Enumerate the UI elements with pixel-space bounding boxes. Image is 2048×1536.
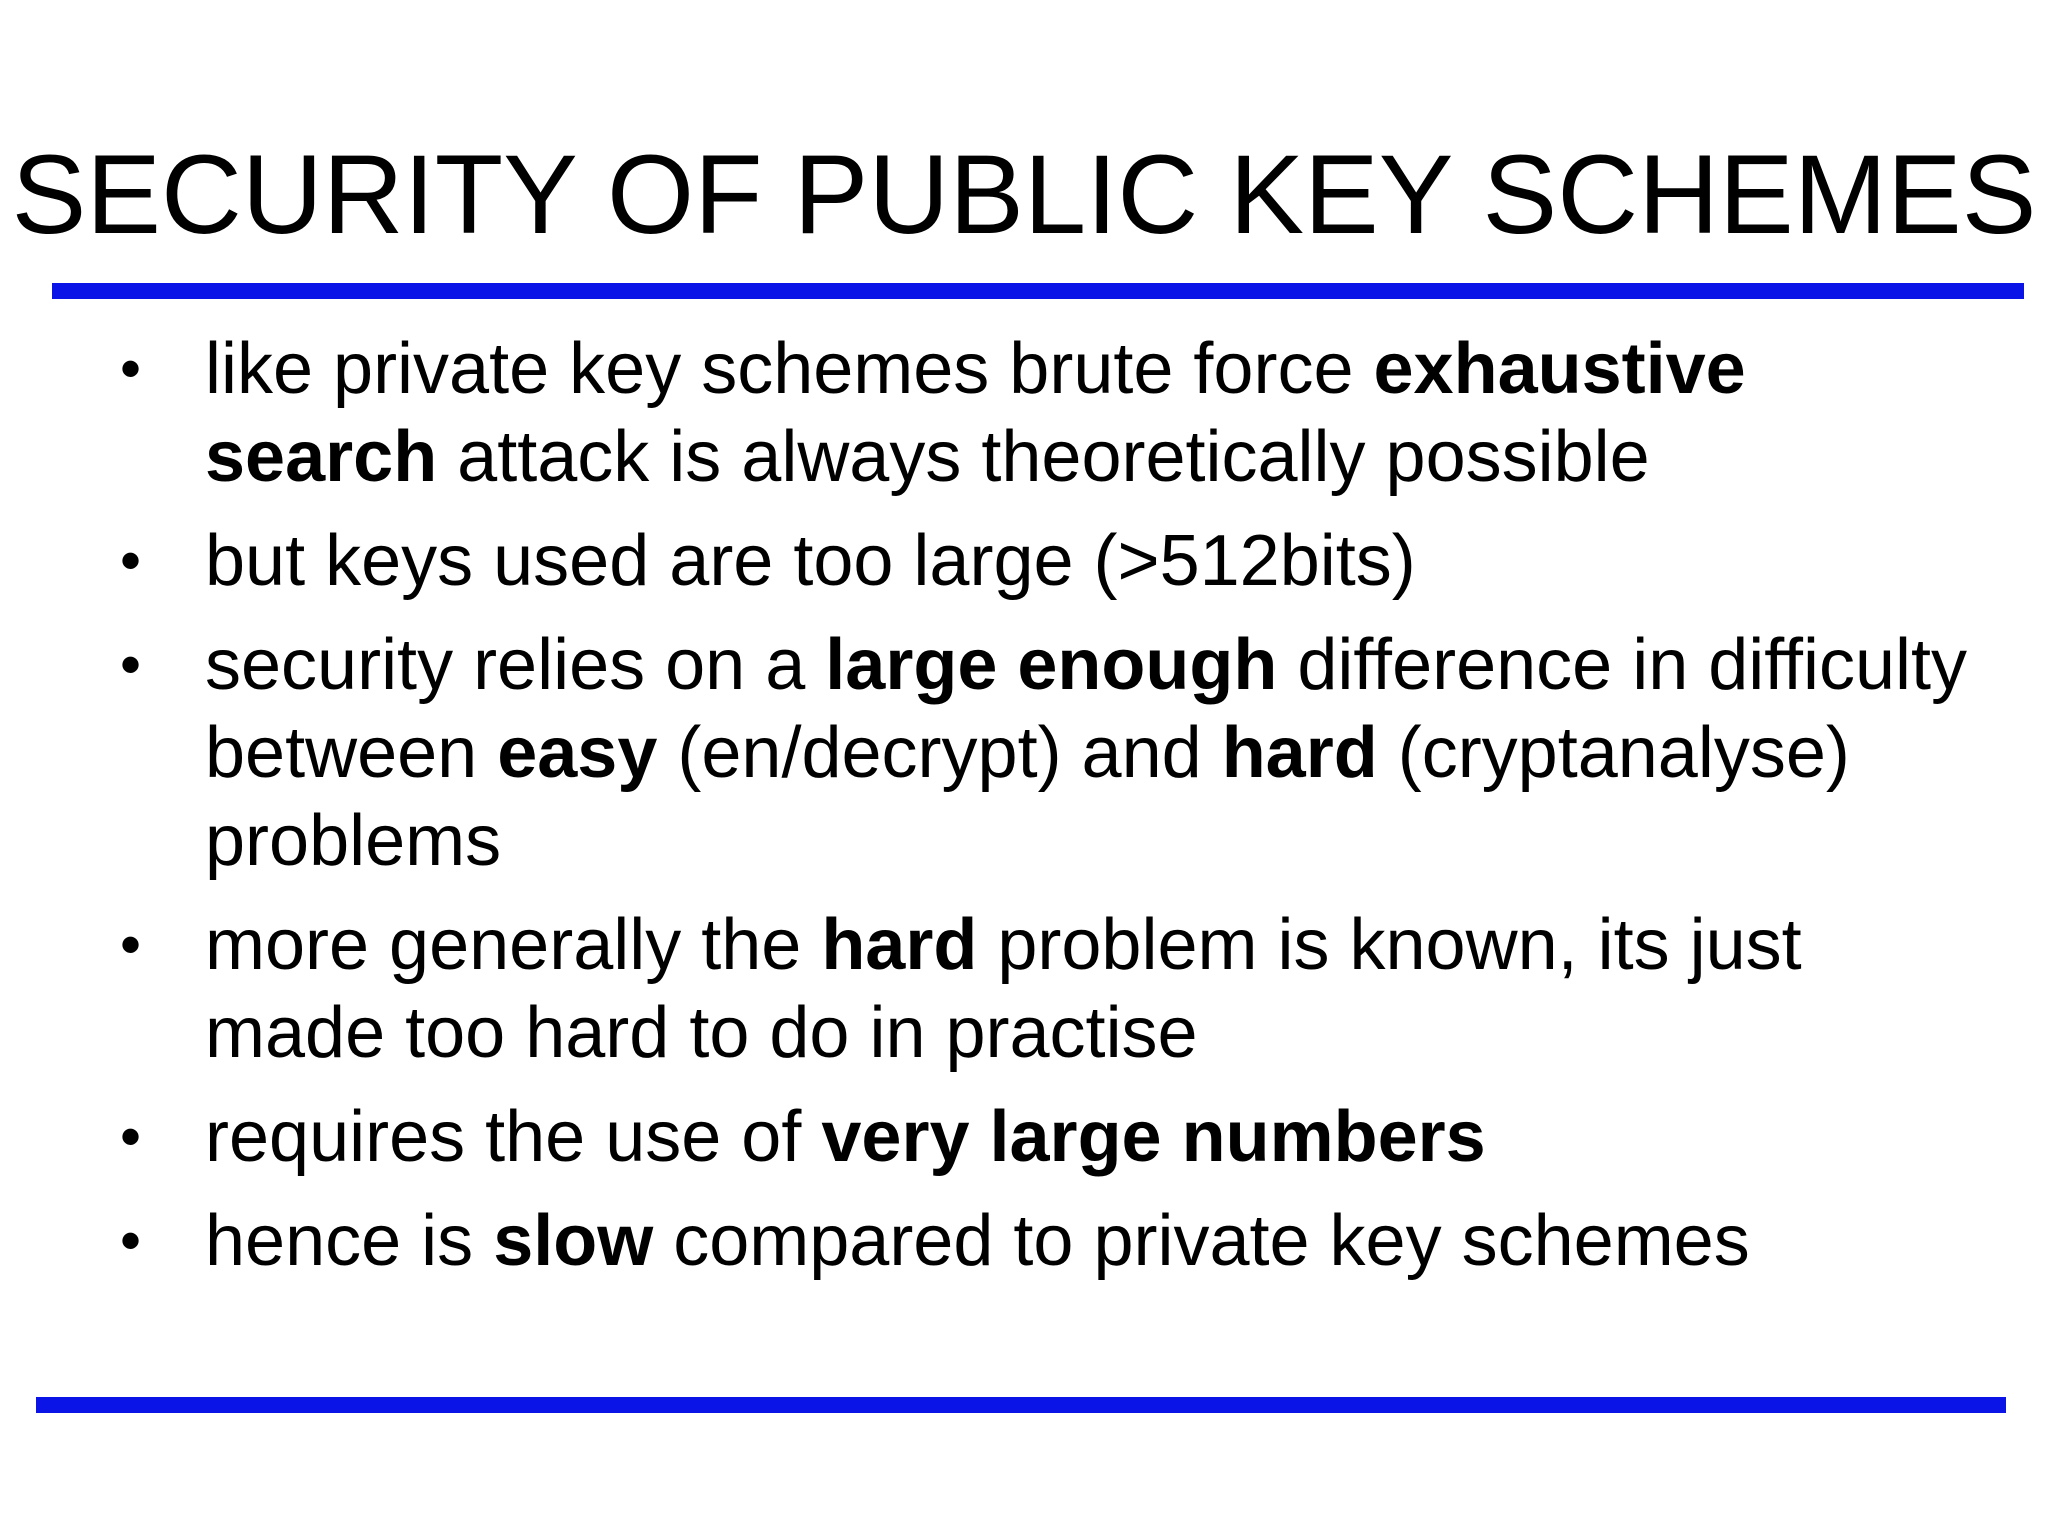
bullet-segment-bold: easy bbox=[497, 713, 658, 793]
bullet-dot-icon: • bbox=[120, 631, 142, 698]
bullet-item bbox=[0, 517, 2048, 605]
bullet-segment: like private key schemes brute force bbox=[205, 329, 1374, 409]
bullet-segment: difference in difficulty between bbox=[205, 625, 1968, 793]
bullet-segment-bold: very large numbers bbox=[821, 1097, 1486, 1177]
bullet-item bbox=[0, 901, 2048, 1077]
bullet-segment: compared to private key schemes bbox=[653, 1201, 1750, 1281]
bullet-text bbox=[205, 905, 1802, 1073]
bullet-segment: (cryptanalyse) problems bbox=[205, 713, 1850, 881]
bullet-segment-bold: slow bbox=[493, 1201, 654, 1281]
bullet-segment-bold: large enough bbox=[825, 625, 1278, 705]
bullet-segment-bold: hard bbox=[1221, 713, 1378, 793]
bullet-segment-bold: exhaustive search bbox=[205, 329, 1746, 497]
title-divider-top bbox=[52, 283, 2024, 299]
bullet-item bbox=[0, 1197, 2048, 1285]
bullet-dot-icon: • bbox=[120, 527, 142, 594]
bullet-segment: security relies on a bbox=[205, 625, 826, 705]
bullet-segment: requires the use of bbox=[205, 1097, 822, 1177]
bullet-segment: problem is known, its just made too hard to do in practise bbox=[205, 905, 1802, 1073]
bullet-dot-icon: • bbox=[120, 911, 142, 978]
footer-divider-bottom bbox=[36, 1397, 2006, 1413]
bullet-text bbox=[205, 521, 1416, 601]
bullet-dot-icon: • bbox=[120, 1103, 142, 1170]
bullet-text bbox=[205, 1201, 1750, 1281]
bullet-segment: hence is bbox=[205, 1201, 494, 1281]
bullet-text bbox=[205, 329, 1746, 497]
bullet-item bbox=[0, 1093, 2048, 1181]
bullet-item bbox=[0, 621, 2048, 885]
bullet-text bbox=[205, 625, 1967, 881]
bullet-segment: attack is always theoretically possible bbox=[437, 417, 1650, 497]
bullet-dot-icon: • bbox=[120, 335, 142, 402]
bullet-list bbox=[0, 325, 2048, 1301]
bullet-segment: more generally the bbox=[205, 905, 822, 985]
bullet-segment: but keys used are too large (>512bits) bbox=[205, 521, 1416, 601]
bullet-text bbox=[205, 1097, 1486, 1177]
bullet-segment-bold: hard bbox=[821, 905, 978, 985]
bullet-segment: (en/decrypt) and bbox=[657, 713, 1222, 793]
slide-title: SECURITY OF PUBLIC KEY SCHEMES bbox=[11, 132, 2037, 257]
bullet-dot-icon: • bbox=[120, 1207, 142, 1274]
bullet-item bbox=[0, 325, 2048, 501]
